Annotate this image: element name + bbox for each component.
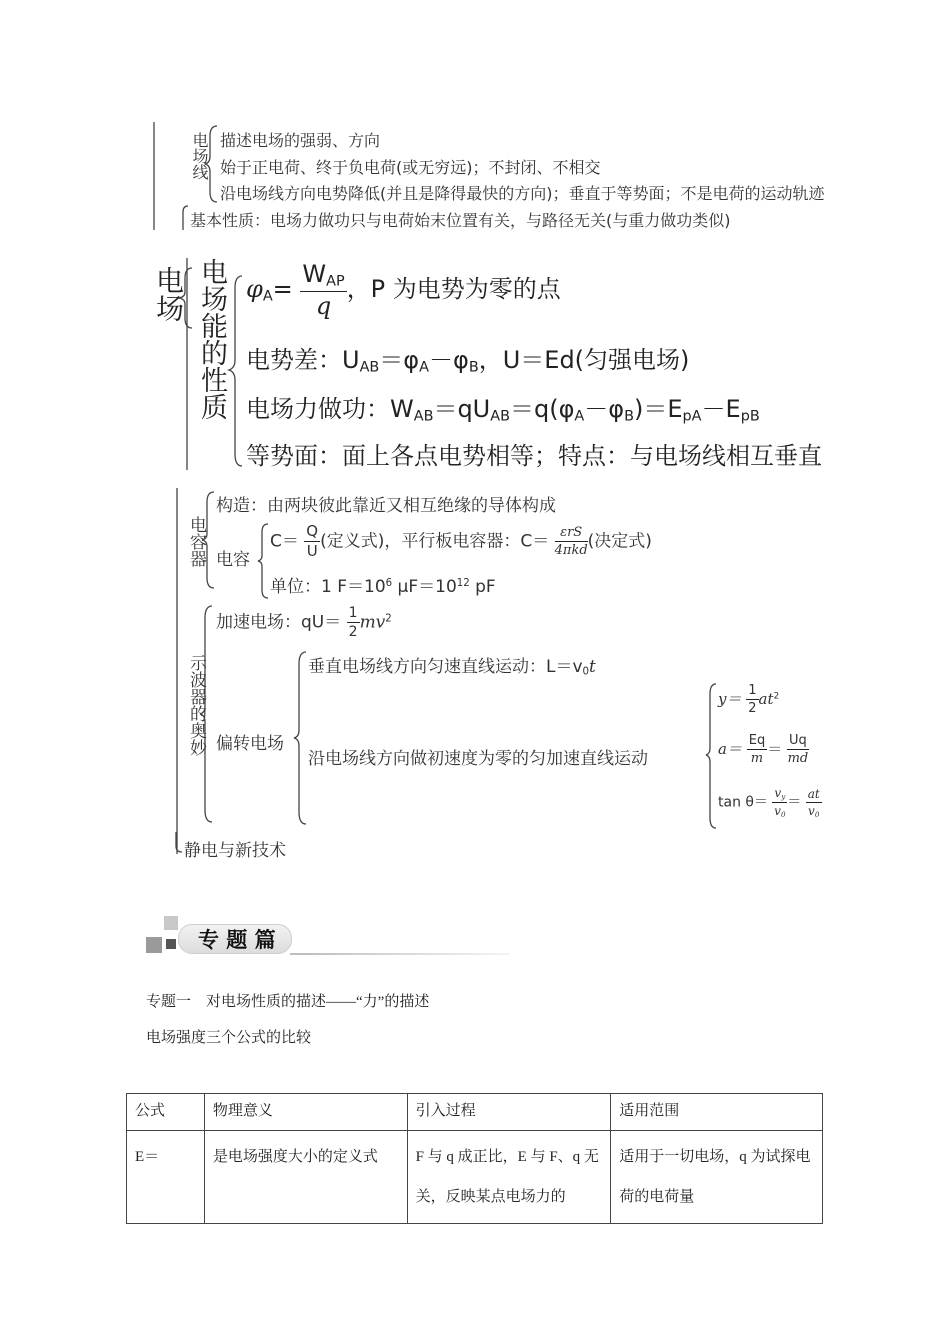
header-scope: 适用范围 [611,1094,823,1131]
field-lines-label: 电场线 [190,132,209,180]
lower-outer-line [174,488,180,858]
potential-difference: 电势差：$U_{AB}=\varphi_A-\varphi_B$，U＝Ed(匀强电场) [246,346,690,376]
banner-decoration-square-small [164,916,178,930]
capacitance-brace [258,524,270,598]
banner-underline [290,953,510,955]
header-derivation: 引入过程 [407,1094,611,1131]
field-lines-brace [205,126,219,202]
capacitor-label: 电容器 [186,516,206,567]
electrostatics-technology: 静电与新技术 [184,841,286,861]
capacitor-structure: 构造：由两块彼此靠近又相互绝缘的导体构成 [216,496,556,516]
banner-decoration-square-dark [166,939,176,949]
capacitance-unit: 单位：1 $F=10^6$ $\mu F=10^{12}$ pF [270,577,496,597]
capacitance-label: 电容 [216,550,250,570]
cell-scope: 适用于一切电场，q 为试探电荷的电荷量 [611,1131,823,1224]
oscilloscope-label: 示波器的奥妙 [186,654,206,756]
header-physical-meaning: 物理意义 [204,1094,407,1131]
basic-property: 基本性质：电场力做功只与电荷始末位置有关，与路径无关(与重力做功类似) [190,211,731,230]
field-line-desc-1: 描述电场的强弱、方向 [220,131,381,150]
banner-title: 专 题 篇 [198,927,276,952]
along-field-motion: 沿电场线方向做初速度为零的匀加速直线运动 [308,749,648,769]
field-force-work: 电场力做功：$W_{AB}=qU_{AB}=q(\varphi_A-\varphi_B)=E_{pA}-E_{pB}$ [246,395,760,425]
table-row [127,1131,823,1224]
deflection-angle-formula: tan θ＝ $\frac{v_y}{v_0}$ ＝ $\frac{at}{v_0}$ [718,786,820,819]
header-formula: 公式 [127,1094,205,1131]
map-top-outer-line [148,122,158,232]
formula-comparison-table [126,1093,823,1224]
energy-brace [228,276,244,466]
energy-outer-line [184,258,190,470]
deflection-field-label: 偏转电场 [216,734,284,754]
displacement-formula: y＝ $\frac{1}{2}$ $at^2$ [718,683,780,716]
perpendicular-motion: 垂直电场线方向匀速直线运动：$L=v_0t$ [308,657,596,678]
oscilloscope-brace [200,606,214,822]
root-label-electric-field: 电场 [152,266,185,322]
deflection-brace [294,652,308,824]
acceleration-formula: a＝ $\frac{Eq}{m}$ ＝ $\frac{Uq}{md}$ [718,733,809,766]
basic-property-brace [180,206,190,230]
field-line-desc-2: 始于正电荷、终于负电荷(或无穷远)；不封闭、不相交 [220,158,601,177]
topic-subtitle: 电场强度三个公式的比较 [146,1030,312,1046]
cell-derivation: F 与 q 成正比，E 与 F、q 无关，反映某点电场力的 [407,1131,611,1224]
field-line-desc-3: 沿电场线方向电势降低(并且是降得最快的方向)；垂直于等势面；不是电荷的运动轨迹 [220,184,825,203]
kinematics-brace [706,684,718,828]
cell-physical-meaning: 是电场强度大小的定义式 [204,1131,407,1224]
capacitor-brace [202,492,216,588]
potential-definition: $\varphi_A=$ $\frac{W_{AP}}{q}$ ，P 为电势为零的点 [246,260,561,320]
topic-heading: 专题一 对电场性质的描述——“力”的描述 [146,994,430,1010]
equipotential-surface: 等势面：面上各点电势相等；特点：与电场线相互垂直 [246,442,822,470]
capacitance-formulas: C＝ $\frac{Q}{U}$ (定义式)，平行板电容器：C＝ $\frac{\text{εrS}}{\text{4πkd}}$ (决定式) [270,522,652,560]
cell-formula: E＝ [127,1131,205,1224]
banner-decoration-square-large [146,937,162,953]
energy-group-label: 电场能的性质 [196,258,227,420]
acceleration-field: 加速电场：qU＝ $\frac{1}{2}$ $mv^2$ [216,605,392,640]
table-header-row [127,1094,823,1131]
